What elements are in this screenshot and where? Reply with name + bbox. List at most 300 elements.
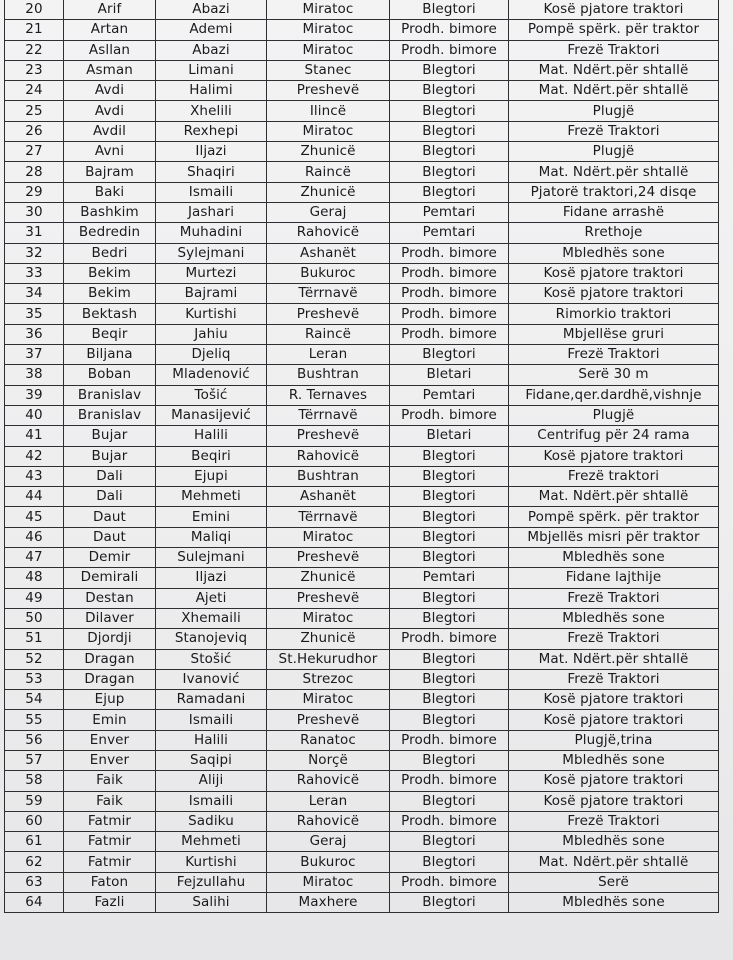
category-cell: Blegtori [390,345,509,365]
item-cell: Centrifug për 24 rama [509,426,719,446]
village-cell: Preshevë [267,304,390,324]
first-name-cell: Fatmir [64,832,156,852]
first-name-cell: Beqir [64,324,156,344]
table-row [5,852,719,872]
table-row [5,223,719,243]
last-name-cell: Beqiri [156,446,267,466]
item-cell: Frezë Traktori [509,345,719,365]
first-name-cell: Dali [64,487,156,507]
village-cell: Miratoc [267,40,390,60]
table-row [5,608,719,628]
village-cell: Tërrnavë [267,507,390,527]
item-cell: Frezë Traktori [509,588,719,608]
category-cell: Blegtori [390,710,509,730]
village-cell: Rahovicë [267,223,390,243]
last-name-cell: Halili [156,426,267,446]
category-cell: Blegtori [390,548,509,568]
village-cell: Bukuroc [267,263,390,283]
first-name-cell: Branislav [64,405,156,425]
category-cell: Prodh. bimore [390,263,509,283]
village-cell: Zhunicë [267,629,390,649]
item-cell: Frezë Traktori [509,669,719,689]
table-row [5,466,719,486]
village-cell: Preshevë [267,81,390,101]
last-name-cell: Shaqiri [156,162,267,182]
table-row [5,649,719,669]
table-row [5,243,719,263]
first-name-cell: Bektash [64,304,156,324]
category-cell: Blegtori [390,750,509,770]
table-row [5,345,719,365]
first-name-cell: Branislav [64,385,156,405]
last-name-cell: Xhemaili [156,608,267,628]
item-cell: Kosë pjatore traktori [509,690,719,710]
last-name-cell: Ejupi [156,466,267,486]
village-cell: Bukuroc [267,852,390,872]
last-name-cell: Ismaili [156,710,267,730]
village-cell: Leran [267,345,390,365]
first-name-cell: Emin [64,710,156,730]
row-number-cell: 50 [5,608,64,628]
village-cell: R. Ternaves [267,385,390,405]
row-number-cell: 38 [5,365,64,385]
row-number-cell: 25 [5,101,64,121]
item-cell: Fidane arrashë [509,202,719,222]
category-cell: Prodh. bimore [390,405,509,425]
table-row [5,20,719,40]
first-name-cell: Ejup [64,690,156,710]
row-number-cell: 39 [5,385,64,405]
last-name-cell: Mladenović [156,365,267,385]
row-number-cell: 47 [5,548,64,568]
row-number-cell: 21 [5,20,64,40]
item-cell: Mat. Ndërt.për shtallë [509,162,719,182]
table-row [5,304,719,324]
first-name-cell: Dali [64,466,156,486]
first-name-cell: Dragan [64,669,156,689]
row-number-cell: 22 [5,40,64,60]
village-cell: Leran [267,791,390,811]
last-name-cell: Aliji [156,771,267,791]
item-cell: Mbledhës sone [509,750,719,770]
first-name-cell: Avdi [64,81,156,101]
category-cell: Blegtori [390,690,509,710]
village-cell: Miratoc [267,0,390,20]
table-row [5,629,719,649]
category-cell: Prodh. bimore [390,20,509,40]
category-cell: Blegtori [390,608,509,628]
category-cell: Blegtori [390,791,509,811]
category-cell: Prodh. bimore [390,284,509,304]
row-number-cell: 27 [5,142,64,162]
item-cell: Pompë spërk. për traktor [509,507,719,527]
table-row [5,101,719,121]
village-cell: Raincë [267,324,390,344]
first-name-cell: Bekim [64,263,156,283]
village-cell: Zhunicë [267,182,390,202]
item-cell: Kosë pjatore traktori [509,710,719,730]
last-name-cell: Muhadini [156,223,267,243]
category-cell: Prodh. bimore [390,872,509,892]
table-row [5,405,719,425]
category-cell: Prodh. bimore [390,40,509,60]
category-cell: Pemtari [390,202,509,222]
category-cell: Blegtori [390,649,509,669]
category-cell: Prodh. bimore [390,243,509,263]
table-row [5,588,719,608]
last-name-cell: Fejzullahu [156,872,267,892]
item-cell: Frezë traktori [509,466,719,486]
last-name-cell: Ademi [156,20,267,40]
village-cell: Rahovicë [267,771,390,791]
row-number-cell: 33 [5,263,64,283]
village-cell: St.Hekurudhor [267,649,390,669]
category-cell: Prodh. bimore [390,730,509,750]
category-cell: Blegtori [390,182,509,202]
row-number-cell: 42 [5,446,64,466]
table-row [5,284,719,304]
category-cell: Pemtari [390,223,509,243]
last-name-cell: Saqipi [156,750,267,770]
first-name-cell: Bedredin [64,223,156,243]
village-cell: Miratoc [267,527,390,547]
first-name-cell: Asllan [64,40,156,60]
table-row [5,548,719,568]
row-number-cell: 58 [5,771,64,791]
category-cell: Blegtori [390,142,509,162]
table-body [5,0,719,913]
table-row [5,81,719,101]
first-name-cell: Daut [64,507,156,527]
row-number-cell: 43 [5,466,64,486]
row-number-cell: 60 [5,811,64,831]
table-row [5,121,719,141]
item-cell: Rimorkio traktori [509,304,719,324]
first-name-cell: Fazli [64,893,156,913]
category-cell: Prodh. bimore [390,771,509,791]
village-cell: Rahovicë [267,811,390,831]
first-name-cell: Avdi [64,101,156,121]
category-cell: Blegtori [390,832,509,852]
row-number-cell: 55 [5,710,64,730]
category-cell: Blegtori [390,0,509,20]
first-name-cell: Djordji [64,629,156,649]
item-cell: Rrethoje [509,223,719,243]
village-cell: Geraj [267,832,390,852]
last-name-cell: Salihi [156,893,267,913]
first-name-cell: Demir [64,548,156,568]
item-cell: Kosë pjatore traktori [509,284,719,304]
last-name-cell: Mehmeti [156,487,267,507]
item-cell: Frezë Traktori [509,811,719,831]
first-name-cell: Faik [64,771,156,791]
item-cell: Mbledhës sone [509,893,719,913]
item-cell: Frezë Traktori [509,629,719,649]
last-name-cell: Abazi [156,0,267,20]
last-name-cell: Bajrami [156,284,267,304]
village-cell: Zhunicë [267,142,390,162]
category-cell: Blegtori [390,527,509,547]
village-cell: Ranatoc [267,730,390,750]
table-row [5,385,719,405]
last-name-cell: Tošić [156,385,267,405]
table-row [5,893,719,913]
table-row [5,0,719,20]
village-cell: Preshevë [267,548,390,568]
table-row [5,750,719,770]
category-cell: Prodh. bimore [390,324,509,344]
item-cell: Frezë Traktori [509,121,719,141]
item-cell: Mat. Ndërt.për shtallë [509,852,719,872]
category-cell: Prodh. bimore [390,629,509,649]
first-name-cell: Daut [64,527,156,547]
row-number-cell: 36 [5,324,64,344]
row-number-cell: 29 [5,182,64,202]
last-name-cell: Stanojeviq [156,629,267,649]
table-row [5,568,719,588]
row-number-cell: 48 [5,568,64,588]
item-cell: Kosë pjatore traktori [509,446,719,466]
first-name-cell: Asman [64,60,156,80]
row-number-cell: 62 [5,852,64,872]
row-number-cell: 61 [5,832,64,852]
last-name-cell: Sulejmani [156,548,267,568]
village-cell: Stanec [267,60,390,80]
row-number-cell: 51 [5,629,64,649]
last-name-cell: Ismaili [156,791,267,811]
village-cell: Geraj [267,202,390,222]
last-name-cell: Xhelili [156,101,267,121]
village-cell: Strezoc [267,669,390,689]
first-name-cell: Bekim [64,284,156,304]
village-cell: Bushtran [267,365,390,385]
table-row [5,263,719,283]
village-cell: Preshevë [267,710,390,730]
first-name-cell: Enver [64,730,156,750]
row-number-cell: 34 [5,284,64,304]
row-number-cell: 37 [5,345,64,365]
row-number-cell: 54 [5,690,64,710]
category-cell: Blegtori [390,852,509,872]
last-name-cell: Sadiku [156,811,267,831]
table-row [5,202,719,222]
last-name-cell: Halimi [156,81,267,101]
first-name-cell: Demirali [64,568,156,588]
last-name-cell: Ismaili [156,182,267,202]
item-cell: Plugjë [509,405,719,425]
first-name-cell: Arif [64,0,156,20]
first-name-cell: Enver [64,750,156,770]
first-name-cell: Avni [64,142,156,162]
row-number-cell: 63 [5,872,64,892]
row-number-cell: 45 [5,507,64,527]
first-name-cell: Bedri [64,243,156,263]
item-cell: Plugjë,trina [509,730,719,750]
item-cell: Mbjellëse gruri [509,324,719,344]
category-cell: Prodh. bimore [390,304,509,324]
last-name-cell: Murtezi [156,263,267,283]
category-cell: Blegtori [390,466,509,486]
category-cell: Prodh. bimore [390,811,509,831]
village-cell: Preshevë [267,588,390,608]
table-row [5,872,719,892]
table-row [5,487,719,507]
last-name-cell: Halili [156,730,267,750]
first-name-cell: Dilaver [64,608,156,628]
last-name-cell: Manasijević [156,405,267,425]
table-row [5,162,719,182]
item-cell: Fidane,qer.dardhë,vishnje [509,385,719,405]
table-row [5,40,719,60]
category-cell: Bletari [390,365,509,385]
table-row [5,690,719,710]
village-cell: Ilincë [267,101,390,121]
item-cell: Mat. Ndërt.për shtallë [509,60,719,80]
first-name-cell: Boban [64,365,156,385]
category-cell: Blegtori [390,162,509,182]
first-name-cell: Destan [64,588,156,608]
category-cell: Blegtori [390,121,509,141]
row-number-cell: 41 [5,426,64,446]
table-row [5,507,719,527]
item-cell: Mbledhës sone [509,608,719,628]
beneficiaries-table [4,0,719,913]
village-cell: Norçë [267,750,390,770]
item-cell: Mbledhës sone [509,548,719,568]
table-row [5,791,719,811]
table-row [5,811,719,831]
row-number-cell: 46 [5,527,64,547]
row-number-cell: 24 [5,81,64,101]
village-cell: Ashanët [267,487,390,507]
row-number-cell: 28 [5,162,64,182]
first-name-cell: Bashkim [64,202,156,222]
last-name-cell: Stošić [156,649,267,669]
last-name-cell: Djeliq [156,345,267,365]
village-cell: Miratoc [267,690,390,710]
last-name-cell: Jahiu [156,324,267,344]
village-cell: Zhunicë [267,568,390,588]
category-cell: Blegtori [390,446,509,466]
village-cell: Preshevë [267,426,390,446]
item-cell: Plugjë [509,142,719,162]
table-row [5,771,719,791]
row-number-cell: 52 [5,649,64,669]
row-number-cell: 35 [5,304,64,324]
row-number-cell: 56 [5,730,64,750]
row-number-cell: 26 [5,121,64,141]
first-name-cell: Bujar [64,446,156,466]
item-cell: Mbledhës sone [509,243,719,263]
last-name-cell: Emini [156,507,267,527]
item-cell: Kosë pjatore traktori [509,0,719,20]
item-cell: Mat. Ndërt.për shtallë [509,487,719,507]
category-cell: Blegtori [390,669,509,689]
row-number-cell: 53 [5,669,64,689]
item-cell: Kosë pjatore traktori [509,771,719,791]
row-number-cell: 30 [5,202,64,222]
table-row [5,182,719,202]
row-number-cell: 20 [5,0,64,20]
last-name-cell: Iljazi [156,142,267,162]
category-cell: Blegtori [390,81,509,101]
last-name-cell: Limani [156,60,267,80]
village-cell: Maxhere [267,893,390,913]
last-name-cell: Maliqi [156,527,267,547]
row-number-cell: 59 [5,791,64,811]
table-row [5,365,719,385]
item-cell: Plugjë [509,101,719,121]
table-row [5,142,719,162]
category-cell: Blegtori [390,588,509,608]
item-cell: Frezë Traktori [509,40,719,60]
first-name-cell: Artan [64,20,156,40]
first-name-cell: Faik [64,791,156,811]
row-number-cell: 64 [5,893,64,913]
last-name-cell: Mehmeti [156,832,267,852]
row-number-cell: 49 [5,588,64,608]
table-row [5,832,719,852]
last-name-cell: Ajeti [156,588,267,608]
item-cell: Mbledhës sone [509,832,719,852]
first-name-cell: Baki [64,182,156,202]
table-row [5,446,719,466]
last-name-cell: Sylejmani [156,243,267,263]
item-cell: Kosë pjatore traktori [509,263,719,283]
row-number-cell: 31 [5,223,64,243]
village-cell: Miratoc [267,121,390,141]
category-cell: Bletari [390,426,509,446]
last-name-cell: Rexhepi [156,121,267,141]
category-cell: Pemtari [390,568,509,588]
last-name-cell: Iljazi [156,568,267,588]
row-number-cell: 40 [5,405,64,425]
table-row [5,710,719,730]
row-number-cell: 44 [5,487,64,507]
category-cell: Blegtori [390,893,509,913]
village-cell: Ashanët [267,243,390,263]
first-name-cell: Biljana [64,345,156,365]
item-cell: Serë 30 m [509,365,719,385]
item-cell: Mat. Ndërt.për shtallë [509,649,719,669]
last-name-cell: Ivanović [156,669,267,689]
village-cell: Tërrnavë [267,405,390,425]
village-cell: Tërrnavë [267,284,390,304]
item-cell: Mat. Ndërt.për shtallë [509,81,719,101]
last-name-cell: Kurtishi [156,852,267,872]
category-cell: Blegtori [390,487,509,507]
first-name-cell: Fatmir [64,811,156,831]
category-cell: Pemtari [390,385,509,405]
village-cell: Miratoc [267,20,390,40]
village-cell: Rahovicë [267,446,390,466]
last-name-cell: Abazi [156,40,267,60]
category-cell: Blegtori [390,60,509,80]
first-name-cell: Dragan [64,649,156,669]
village-cell: Raincë [267,162,390,182]
row-number-cell: 32 [5,243,64,263]
category-cell: Blegtori [390,507,509,527]
table-row [5,426,719,446]
table-row [5,669,719,689]
first-name-cell: Fatmir [64,852,156,872]
table-row [5,730,719,750]
last-name-cell: Ramadani [156,690,267,710]
item-cell: Fidane lajthije [509,568,719,588]
village-cell: Miratoc [267,872,390,892]
village-cell: Miratoc [267,608,390,628]
item-cell: Pompë spërk. për traktor [509,20,719,40]
